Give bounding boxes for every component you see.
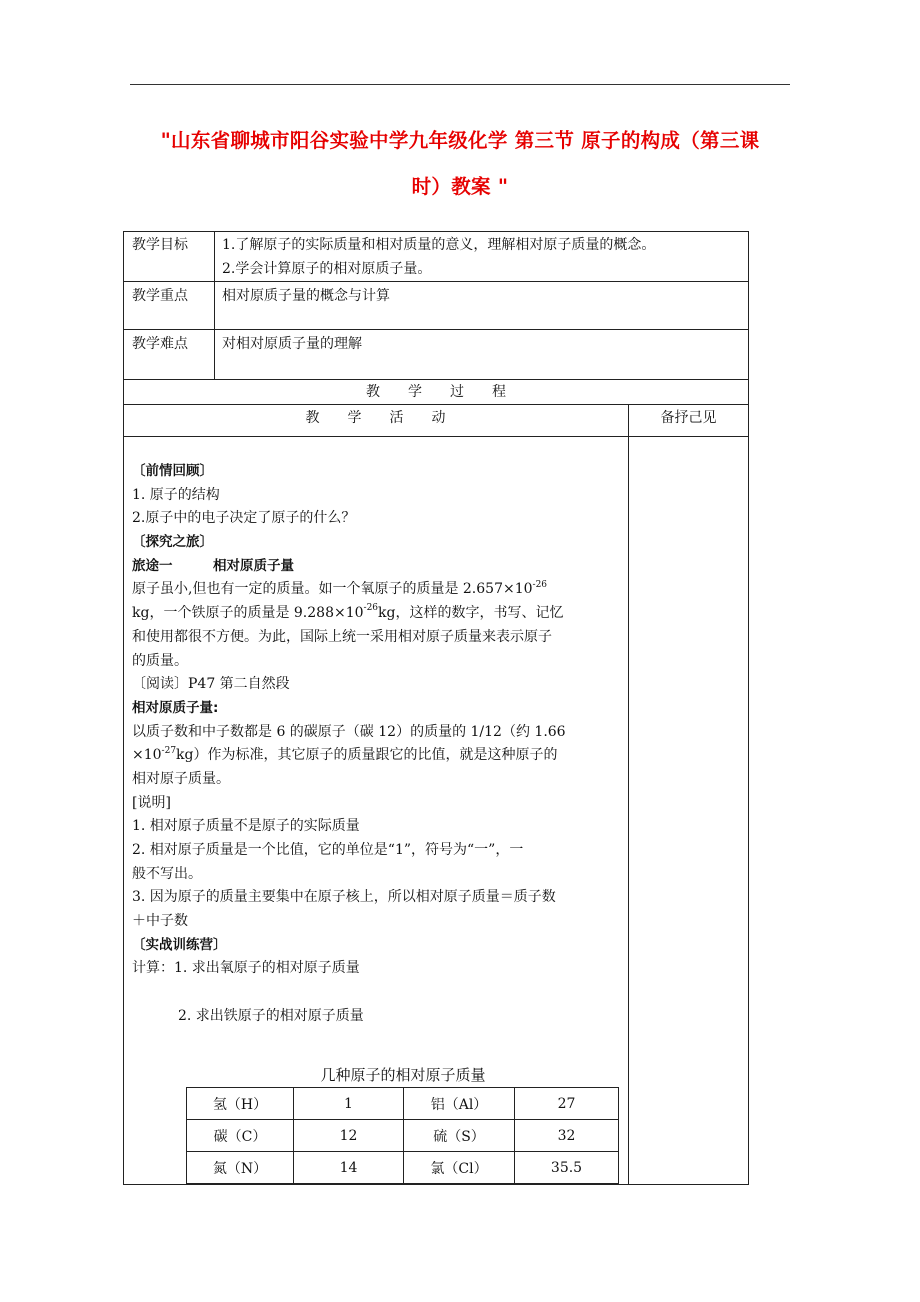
review-item-1: 1. 原子的结构 — [132, 486, 220, 503]
goal-line-2: 2.学会计算原子的相对原质子量。 — [222, 261, 432, 277]
teaching-activity-content — [132, 460, 628, 1029]
grid-line — [123, 404, 749, 405]
table-cell: 氮（N） — [187, 1152, 294, 1184]
paragraph-line: 和使用都很不方便。为此，国际上统一采用相对原子质量来表示原子 — [132, 628, 552, 645]
explain-item-3: 3. 因为原子的质量主要集中在原子核上，所以相对原子质量＝质子数 — [132, 889, 556, 906]
journey-title: 旅途一 相对原质子量 — [132, 557, 294, 574]
table-cell: 1 — [294, 1088, 404, 1120]
notes-header: 备抒己见 — [660, 410, 717, 426]
activity-header: 教 学 活 动 — [305, 410, 446, 426]
exponent: -26 — [532, 579, 548, 590]
label-goals: 教学目标 — [132, 237, 188, 253]
paragraph-line: 的质量。 — [132, 652, 188, 669]
document-title — [120, 118, 800, 210]
calc-question-2: 2. 求出铁原子的相对原子质量 — [178, 1007, 364, 1024]
table-cell: 32 — [515, 1120, 619, 1152]
reading-note: 〔阅读〕P47 第二自然段 — [132, 676, 290, 693]
label-difficulties: 教学难点 — [132, 336, 188, 352]
table-row — [187, 1088, 619, 1120]
table-cell: 35.5 — [515, 1152, 619, 1184]
definition-text: ×10 — [132, 747, 162, 764]
table-cell: 碳（C） — [187, 1120, 294, 1152]
definition-heading: 相对原质子量: — [132, 699, 219, 716]
explain-item-2: 2. 相对原子质量是一个比值，它的单位是“1”，符号为“一”，一 — [132, 842, 524, 858]
exponent: -26 — [363, 603, 379, 614]
definition-text: kg）作为标准，其它原子的质量跟它的比值，就是这种原子的 — [176, 747, 558, 764]
paragraph-line — [132, 602, 628, 626]
title-line-2: 时）教案 " — [411, 175, 509, 198]
process-header: 教 学 过 程 — [366, 384, 506, 400]
definition-line: 相对原子质量。 — [132, 770, 230, 787]
table-cell: 硫（S） — [404, 1120, 515, 1152]
table-row — [187, 1120, 619, 1152]
grid-line — [123, 436, 749, 437]
table-cell: 12 — [294, 1120, 404, 1152]
grid-line — [123, 329, 749, 330]
explain-item-2-cont: 般不写出。 — [132, 865, 202, 882]
atomic-mass-table — [186, 1087, 619, 1184]
definition-line — [132, 744, 628, 768]
review-item-2: 2.原子中的电子决定了原子的什么？ — [132, 510, 356, 527]
difficulty-text: 对相对原质子量的理解 — [222, 336, 362, 352]
explain-item-1: 1. 相对原子质量不是原子的实际质量 — [132, 818, 360, 835]
explore-heading: 〔探究之旅〕 — [132, 534, 213, 551]
table-cell: 27 — [515, 1088, 619, 1120]
label-key-points: 教学重点 — [132, 288, 188, 304]
paragraph-text: kg，一个铁原子的质量是 9.288×10 — [132, 605, 364, 622]
paragraph-text: kg，这样的数字，书写、记忆 — [378, 605, 564, 622]
table-cell: 14 — [294, 1152, 404, 1184]
explain-item-3-cont: ＋中子数 — [132, 913, 188, 930]
key-point-text: 相对原质子量的概念与计算 — [222, 288, 390, 304]
practice-heading: 〔实战训练营〕 — [132, 936, 227, 953]
paragraph-line — [132, 578, 628, 602]
exponent: -27 — [161, 745, 177, 756]
goal-line-1: 1.了解原子的实际质量和相对质量的意义，理解相对原子质量的概念。 — [222, 237, 656, 253]
review-heading: 〔前情回顾〕 — [132, 463, 213, 479]
atom-table-caption: 几种原子的相对原子质量 — [320, 1066, 486, 1084]
title-line-1: "山东省聊城市阳谷实验中学九年级化学 第三节 原子的构成（第三课 — [160, 129, 760, 152]
table-cell: 氯（Cl） — [404, 1152, 515, 1184]
spacer — [132, 981, 628, 1005]
grid-line — [123, 281, 749, 282]
table-cell: 铝（Al） — [404, 1088, 515, 1120]
grid-line — [628, 404, 629, 1185]
grid-line — [214, 231, 215, 379]
explain-heading: [说明] — [132, 794, 171, 811]
table-cell: 氢（H） — [187, 1088, 294, 1120]
paragraph-text: 原子虽小,但也有一定的质量。如一个氧原子的质量是 2.657×10 — [132, 581, 533, 598]
calc-question-1: 计算：1. 求出氧原子的相对原子质量 — [132, 960, 360, 977]
top-rule — [130, 84, 790, 85]
table-row — [187, 1152, 619, 1184]
definition-line: 以质子数和中子数都是 6 的碳原子（碳 12）的质量的 1/12（约 1.66 — [132, 723, 566, 740]
